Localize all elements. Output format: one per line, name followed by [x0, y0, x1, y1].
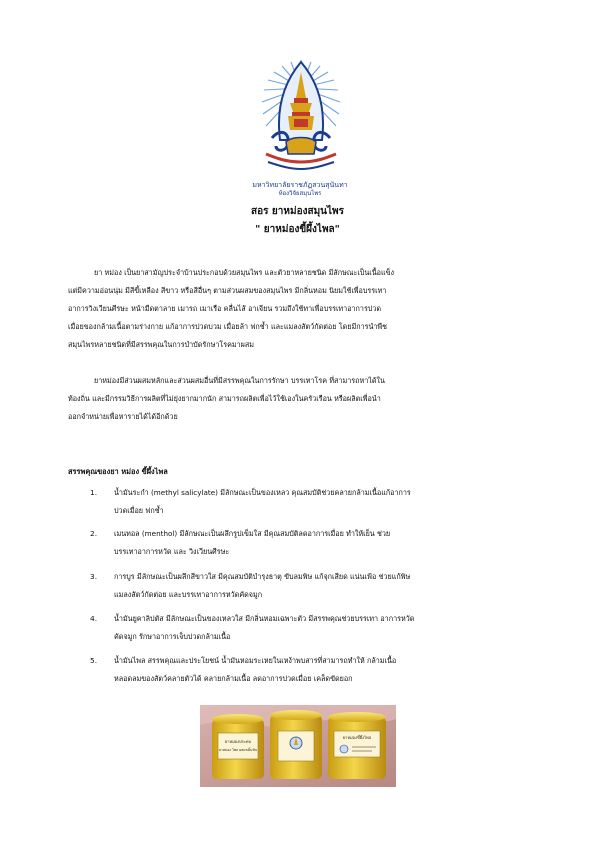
paragraph-line: ท้องถิ่น และมีกรรมวิธีการผลิตที่ไม่ยุ่งยากมากนัก สามารถผลิตเพื่อไว้ใช้เองในครัวเรือน หรือผลิตเพื่อนำ	[68, 394, 381, 403]
list-item-line: การบูร มีลักษณะเป็นผลึกสีขาวใส มีคุณสมบัติบำรุงธาตุ ขับลมพิษ แก้จุกเสียด แน่นเฟ้อ ช่วยแก้พิษ	[114, 572, 411, 581]
right-jar-label-line1: ยาหม่องขี้ผึ้งไพล	[342, 735, 372, 740]
list-item-line: บรรเทาอาการหวัด และ วิงเวียนศีรษะ	[114, 547, 230, 556]
list-item-line: เมนทอล (menthol) มีลักษณะเป็นผลึกรูปเข็มใส มีคุณสมบัติลดอาการเมื่อย ทำให้เย็น ช่วย	[114, 529, 391, 538]
list-item-line: น้ำมันระกำ (methyl salicylate) มีลักษณะเป็นของเหลว คุณสมบัติช่วยคลายกล้ามเนื้อแก้อาการ	[114, 488, 411, 497]
list-item-line: ปวดเมื่อย ฟกช้ำ	[114, 506, 164, 515]
paragraph-line: ยาหม่องมีส่วนผสมหลักและส่วนผสมอื่นที่มีสรรพคุณในการรักษา บรรเทาโรค ที่สามารถหาได้ใน	[94, 376, 385, 385]
left-jar-label-line1: ยาหม่องประคบ	[224, 739, 252, 744]
paragraph-line: ยา หม่อง เป็นยาสามัญประจำบ้านประกอบด้วยสมุนไพร และตัวยาหลายชนิด มีลักษณะเป็นเนื้อแข็ง	[94, 268, 395, 277]
paragraph-line: ออกจำหน่ายเพื่อหารายได้ได้อีกด้วย	[68, 412, 178, 421]
crest-caption-unit: ห้องวิจัยสมุนไพร	[278, 190, 322, 197]
list-item-line: หลอดลมของสัตว์คลายตัวได้ คลายกล้ามเนื้อ ลดอาการปวดเมื่อย เคล็ดขัดยอก	[114, 674, 353, 683]
paragraph-line: สมุนไพรหลายชนิดที่มีสรรพคุณในการบำบัดรักษาโรคมาผสม	[68, 340, 255, 349]
paragraph-line: อาการวิงเวียนศีรษะ หน้ามืดตาลาย เมารถ เมาเรือ คลื่นไส้ อาเจียน รวมถึงใช้ทาเพื่อบรรเทาอาการปวด	[68, 304, 382, 313]
university-crest-logo	[246, 58, 356, 182]
crest-emblem-icon	[246, 58, 356, 182]
paragraph-line: แต่มีความอ่อนนุ่ม มีสีขี้เหลือง สีขาว หรือสีอื่นๆ ตามส่วนผสมของสมุนไพร มีกลิ่นหอม นิยมใช้เพื่อบรรเทา	[68, 286, 387, 295]
document-subtitle: " ยาหม่องขี้ผึ้งไพล"	[255, 224, 340, 235]
list-item-number: 3.	[90, 572, 98, 581]
document-title: สอร ยาหม่องสมุนไพร	[250, 206, 345, 217]
list-item-number: 2.	[90, 529, 98, 538]
list-item-line: แมลงสัตว์กัดต่อย และบรรเทาอาการหวัดคัดจมูก	[114, 590, 263, 599]
list-item-line: คัดจมูก รักษาอาการเจ็บปวดกล้ามเนื้อ	[114, 632, 231, 641]
list-item-number: 5.	[90, 656, 98, 665]
balm-jars-image-icon	[200, 705, 396, 787]
list-item-number: 4.	[90, 614, 98, 623]
crest-caption-university: มหาวิทยาลัยราชภัฏสวนสุนันทา	[252, 181, 348, 189]
properties-heading: สรรพคุณของยา หม่อง ขี้ผึ้งไพล	[68, 467, 168, 476]
balm-jars-photo	[200, 705, 396, 787]
list-item-line: น้ำมันยูคาลิปตัส มีลักษณะเป็นของเหลวใส มีกลิ่นหอมเฉพาะตัว มีสรรพคุณช่วยบรรเทา อาการหวัด	[114, 614, 415, 623]
left-jar-label-line2: ยาหม่อง ไพล ผสมขมิ้นชัน	[218, 748, 258, 752]
paragraph-line: เมื่อยของกล้ามเนื้อตามร่างกาย แก้อาการปวดบวม เมื่อยล้า ฟกช้ำ และแมลงสัตว์กัดต่อย โดยมีการนำพืช	[68, 322, 388, 331]
list-item-number: 1.	[90, 488, 98, 497]
list-item-line: น้ำมันไพล สรรพคุณและประโยชน์ น้ำมันหอมระเหยในเหง้าพบสารที่สามารถทำให้ กล้ามเนื้อ	[114, 656, 397, 665]
